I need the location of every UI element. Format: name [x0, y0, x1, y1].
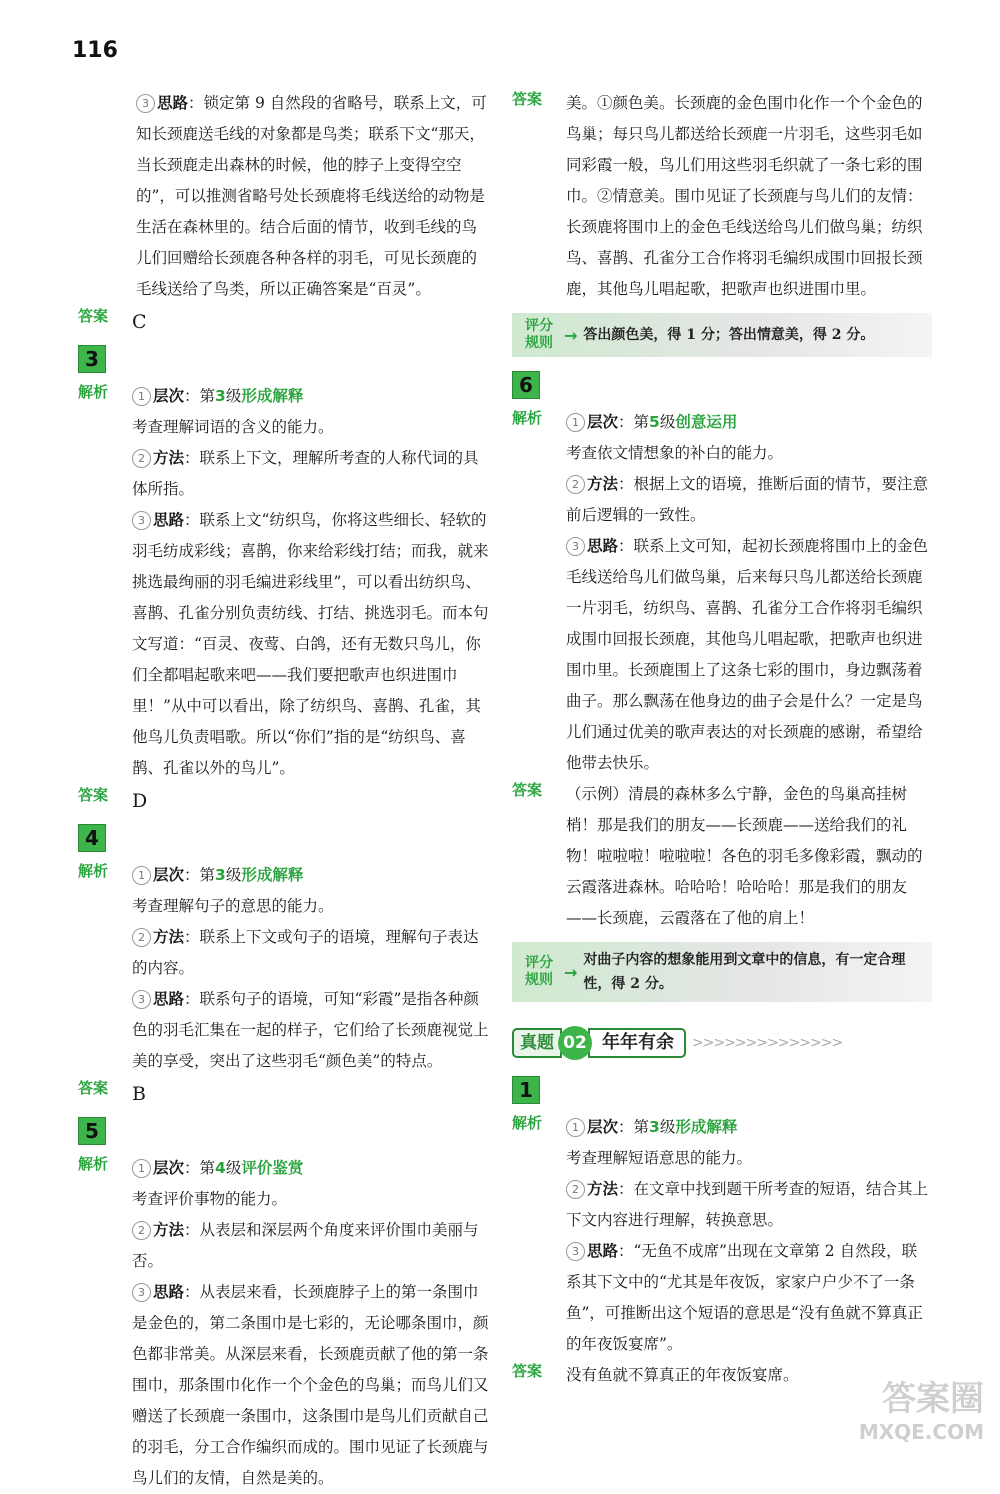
- question-number-3: 3: [78, 345, 106, 373]
- q5-analysis: 解析 1 层次：第4级评价鉴赏 考查评价事物的能力。 2 方法：从表层和深层两个角度来评价围巾美丽与否。 3 思路：从表层来看，长颈鹿脖子上的第一条围巾是金色的，第二条围巾是七彩的，无论哪条围巾，颜色都非常美。从深层来看，长颈鹿贡献了他的第一条围巾，那条围巾化作一个个金色的鸟巢；而鸟儿们又赠送了长颈鹿一条围巾，这条围巾是鸟儿们贡献自己的羽毛，分工合作编织而成的。围巾见证了长颈鹿与鸟儿们的友情，自然是美的。: [78, 1155, 489, 1487]
- circled-3-icon: 3: [132, 511, 151, 530]
- s2q1-answer: 答案 没有鱼就不算真正的年夜饭宴席。: [512, 1362, 799, 1384]
- q4-analysis: 解析 1 层次：第3级形成解释 考查理解句子的意思的能力。 2 方法：联系上下文或句子的语境，理解句子表达的内容。 3 思路：联系句子的语境，可知“彩霞”是指各种颜色的羽毛汇集在一起的样子，它们给了长颈鹿视觉上美的享受，突出了这些羽毛“颜色美”的特点。: [78, 862, 489, 1070]
- q3-answer: 答案 D: [78, 786, 148, 812]
- circled-2-icon: 2: [132, 1221, 151, 1240]
- circled-3-icon: 3: [132, 1283, 151, 1302]
- right-column: [512, 88, 932, 1391]
- q6-score-rule: 评分 规则 → 对曲子内容的想象能用到文章中的信息，有一定合理性，得 2 分。: [512, 942, 932, 1002]
- section-number-badge: 02: [558, 1026, 592, 1060]
- circled-1-icon: 1: [132, 866, 151, 885]
- question-number-6: 6: [512, 371, 540, 399]
- circled-3-icon: 3: [132, 990, 151, 1009]
- q3-analysis: 解析 1 层次：第3级形成解释 考查理解词语的含义的能力。 2 方法：联系上下文，理解所考查的人称代词的具体所指。 3 思路：联系上文“纺织鸟，你将这些细长、轻软的羽毛纺成彩线；喜鹊，你来给彩线打结；而我，就来挑选最绚丽的羽毛编进彩线里”，可以看出纺织鸟、喜鹊、孔雀分别负责纺线、打结、挑选羽毛。而本句文写道：“百灵、夜莺、白鸽，还有无数只鸟儿，你们全都唱起歌来吧——我们要把歌声也织进围巾里！”从中可以看出，除了纺织鸟、喜鹊、孔雀，其他鸟儿负责唱歌。所以“你们”指的是“纺织鸟、喜鹊、孔雀以外的鸟儿”。: [78, 383, 489, 777]
- circled-3-icon: 3: [566, 537, 585, 556]
- circled-2-icon: 2: [566, 475, 585, 494]
- circled-1-icon: 1: [566, 413, 585, 432]
- circled-2-icon: 2: [132, 449, 151, 468]
- question-number-4: 4: [78, 824, 106, 852]
- q5-score-rule: 评分 规则 → 答出颜色美，得 1 分；答出情意美，得 2 分。: [512, 313, 932, 357]
- q4-answer: 答案 B: [78, 1079, 146, 1105]
- circled-2-icon: 2: [132, 928, 151, 947]
- circled-1-icon: 1: [566, 1118, 585, 1137]
- circled-3-icon: 3: [136, 94, 155, 113]
- q2-thinking: 3 思路：锁定第 9 自然段的省略号，联系上文，可知长颈鹿送毛线的对象都是鸟类；联系下文“那天，当长颈鹿走出森林的时候，他的脖子上变得空空的”，可以推测省略号处长颈鹿将毛线送给的动物是生活在森林里的。结合后面的情节，收到毛线的鸟儿们回赠给长颈鹿各种各样的羽毛，可见长颈鹿的毛线送给了鸟类，所以正确答案是“百灵”。: [136, 94, 487, 298]
- question-number-1: 1: [512, 1076, 540, 1104]
- circled-1-icon: 1: [132, 387, 151, 406]
- left-column: [78, 88, 490, 1494]
- s2q1-analysis: 解析 1 层次：第3级形成解释 考查理解短语意思的能力。 2 方法：在文章中找到题干所考查的短语，结合其上下文内容进行理解，转换意思。 3 思路：“无鱼不成席”出现在文章第 2 自然段，联系其下文中的“尤其是年夜饭，家家户户少不了一条鱼”，可推断出这个短语的意思是“没有鱼就不算真正的年夜饭宴席”。: [512, 1114, 929, 1353]
- circled-3-icon: 3: [566, 1242, 585, 1261]
- q6-answer: 答案 （示例）清晨的森林多么宁静，金色的鸟巢高挂树梢！那是我们的朋友——长颈鹿——送给我们的礼物！啦啦啦！啦啦啦！各色的羽毛多像彩霞，飘动的云霞落进森林。哈哈哈！哈哈哈！那是我们的朋友——长颈鹿，云霞落在了他的肩上！: [512, 781, 923, 927]
- chevrons-decoration: >>>>>>>>>>>>>>: [692, 1035, 843, 1051]
- q6-analysis: 解析 1 层次：第5级创意运用 考查依文情想象的补白的能力。 2 方法：根据上文的语境，推断后面的情节，要注意前后逻辑的一致性。 3 思路：联系上文可知，起初长颈鹿将围巾上的金色毛线送给鸟儿们做鸟巢，后来每只鸟儿都送给长颈鹿一片羽毛，纺织鸟、喜鹊、孔雀分工合作将羽毛编织成围巾回报长颈鹿，其他鸟儿唱起歌，把歌声也织进围巾里。长颈鹿围上了这条七彩的围巾，身边飘荡着曲子。那么飘荡在他身边的曲子会是什么？一定是鸟儿们通过优美的歌声表达的对长颈鹿的感谢，希望给他带去快乐。: [512, 409, 929, 772]
- q5-answer: 答案 美。①颜色美。长颈鹿的金色围巾化作一个个金色的鸟巢；每只鸟儿都送给长颈鹿一片羽毛，这些羽毛如同彩霞一般，鸟儿们用这些羽毛织就了一条七彩的围巾。②情意美。围巾见证了长颈鹿与鸟儿们的友情：长颈鹿将围巾上的金色毛线送给鸟儿们做鸟巢；纺织鸟、喜鹊、孔雀分工合作将羽毛编织成围巾回报长颈鹿，其他鸟儿唱起歌，把歌声也织进围巾里。: [512, 90, 923, 298]
- circled-1-icon: 1: [132, 1159, 151, 1178]
- section-header: 真题 02 年年有余 >>>>>>>>>>>>>>: [512, 1028, 932, 1058]
- page-number: 116: [72, 38, 118, 63]
- circled-2-icon: 2: [566, 1180, 585, 1199]
- arrow-right-icon: →: [564, 325, 578, 345]
- arrow-right-icon: →: [564, 962, 578, 982]
- q2-answer: 答案 C: [78, 307, 147, 333]
- watermark: 答案圈 MXQE.COM: [858, 1379, 984, 1444]
- question-number-5: 5: [78, 1117, 106, 1145]
